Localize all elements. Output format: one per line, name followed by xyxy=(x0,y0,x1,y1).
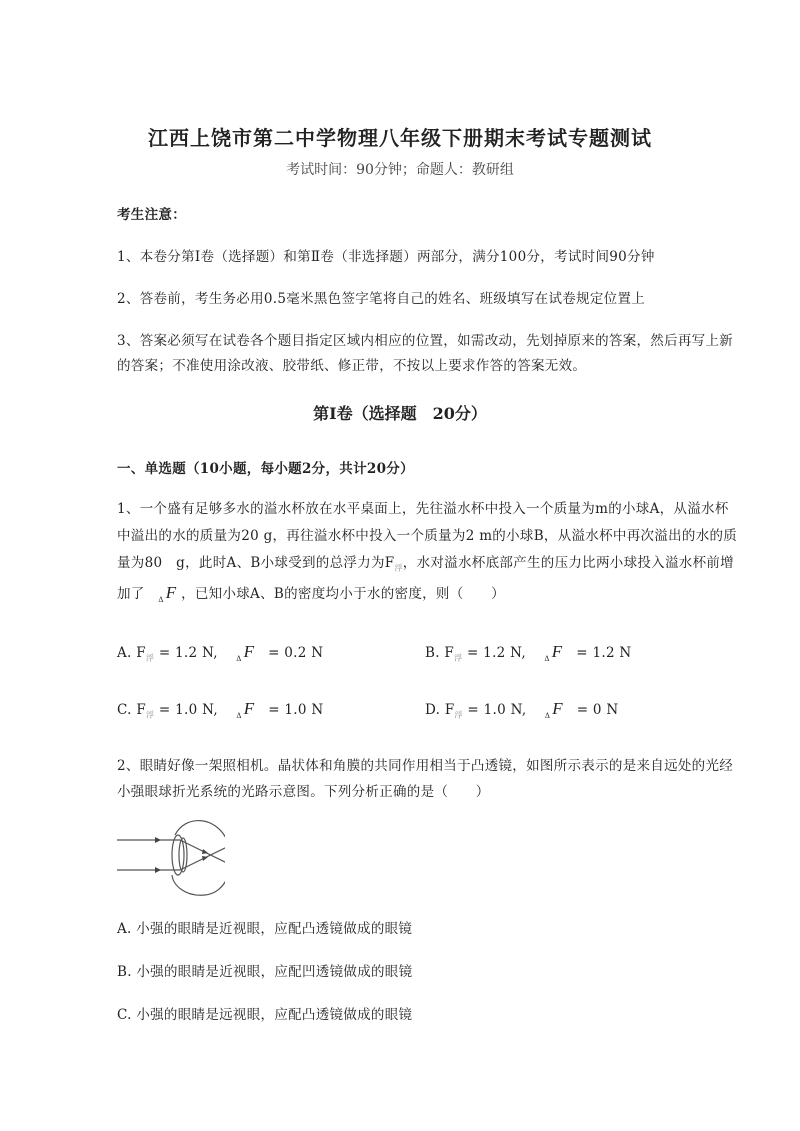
eye-diagram xyxy=(115,815,225,897)
q1-option-d: D. $F_浮 = 1.0$ N, $_\Delta$ F = 0 N xyxy=(425,699,619,720)
buoyancy-value: = 1.0 N, xyxy=(467,702,527,718)
force-symbol: F xyxy=(243,642,255,661)
q1-option-c: C. $F_浮 = 1.0$ N, $_\Delta$ F = 1.0 N xyxy=(117,699,324,720)
option-label: A. xyxy=(117,645,132,661)
option-label: C. xyxy=(117,702,132,718)
notice-heading: 考生注意： xyxy=(117,207,186,223)
q2-option-b: B. 小强的眼睛是近视眼，应配凹透镜做成的眼镜 xyxy=(117,964,413,980)
option-label: B. xyxy=(425,645,440,661)
q1-text: 加了 xyxy=(117,586,145,602)
buoyancy-value: = 1.0 N, xyxy=(158,702,218,718)
force-symbol: F xyxy=(165,583,177,602)
q1-option-a: A. $F_浮 = 1.2$ N, $_\Delta$ F = 0.2 N xyxy=(117,642,324,663)
option-label: D. xyxy=(425,702,441,718)
buoyancy-value: = 1.2 N, xyxy=(158,645,218,661)
delta-f-value: = 0.2 N xyxy=(268,645,324,661)
subscript: 浮 xyxy=(145,653,155,663)
force-symbol: F xyxy=(552,699,563,718)
q1-text: 量为80 g，此时A、B小球受到的总浮力为F xyxy=(117,555,395,571)
delta: Δ xyxy=(236,655,242,663)
q1-text: ，已知小球A、B的密度均小于水的密度，则（ ） xyxy=(181,586,505,602)
q2-option-a: A. 小强的眼睛是近视眼，应配凸透镜做成的眼镜 xyxy=(117,921,413,937)
delta: Δ xyxy=(544,712,551,720)
subscript: 浮 xyxy=(146,710,155,720)
q1-line-2: 中溢出的水的质量为20 g，再往溢水杯中投入一个质量为2 m的小球B，从溢水杯中再次溢出的水的质 xyxy=(117,528,738,544)
delta: Δ xyxy=(158,596,164,604)
section-title: 第I卷（选择题 20分） xyxy=(313,404,487,423)
q1-line-3 xyxy=(117,551,734,574)
subscript: 浮 xyxy=(394,563,403,573)
notice-2: 2、答卷前，考生务必用0.5毫米黑色签字笔将自己的姓名、班级填写在试卷规定位置上 xyxy=(117,291,646,307)
subscript: 浮 xyxy=(454,710,463,720)
q2-line-1: 2、眼睛好像一架照相机。晶状体和角膜的共同作用相当于凸透镜，如图所示表示的是来自远处的光经 xyxy=(117,758,734,774)
buoyancy-value: = 1.2 N, xyxy=(466,645,526,661)
q2-option-c: C. 小强的眼睛是远视眼，应配凸透镜做成的眼镜 xyxy=(117,1007,413,1023)
notice-1: 1、本卷分第I卷（选择题）和第Ⅱ卷（非选择题）两部分，满分100分，考试时间90分钟 xyxy=(117,249,655,265)
q2-line-2: 小强眼球折光系统的光路示意图。下列分析正确的是（ ） xyxy=(117,784,490,800)
q1-line-4 xyxy=(117,582,505,604)
force-symbol: F xyxy=(243,699,255,718)
notice-3: 3、答案必须写在试卷各个题目指定区域内相应的位置，如需改动，先划掉原来的答案，然后再写上新 xyxy=(117,333,734,349)
subtitle: 考试时间：90分钟；命题人：教研组 xyxy=(286,162,514,178)
subscript: 浮 xyxy=(454,653,463,663)
notice-3-cont: 的答案；不准使用涂改液、胶带纸、修正带，不按以上要求作答的答案无效。 xyxy=(117,358,587,374)
q1-line-1: 1、一个盛有足够多水的溢水杯放在水平桌面上，先往溢水杯中投入一个质量为m的小球A，从溢水杯 xyxy=(117,501,729,517)
q1-option-b: B. $F_浮 = 1.2$ N, $_\Delta$ F = 1.2 N xyxy=(425,642,632,663)
part-heading: 一、单选题（10小题，每小题2分，共计20分） xyxy=(117,461,414,477)
delta-f-value: = 1.0 N xyxy=(268,702,324,718)
q1-text: ，水对溢水杯底部产生的压力比两小球投入溢水杯前增 xyxy=(402,555,734,571)
delta: Δ xyxy=(236,712,242,720)
delta-f-value: = 1.2 N xyxy=(576,645,632,661)
delta-f-value: = 0 N xyxy=(576,702,619,718)
force-symbol: F xyxy=(551,642,563,661)
page-title: 江西上饶市第二中学物理八年级下册期末考试专题测试 xyxy=(148,126,652,150)
delta: Δ xyxy=(544,655,550,663)
